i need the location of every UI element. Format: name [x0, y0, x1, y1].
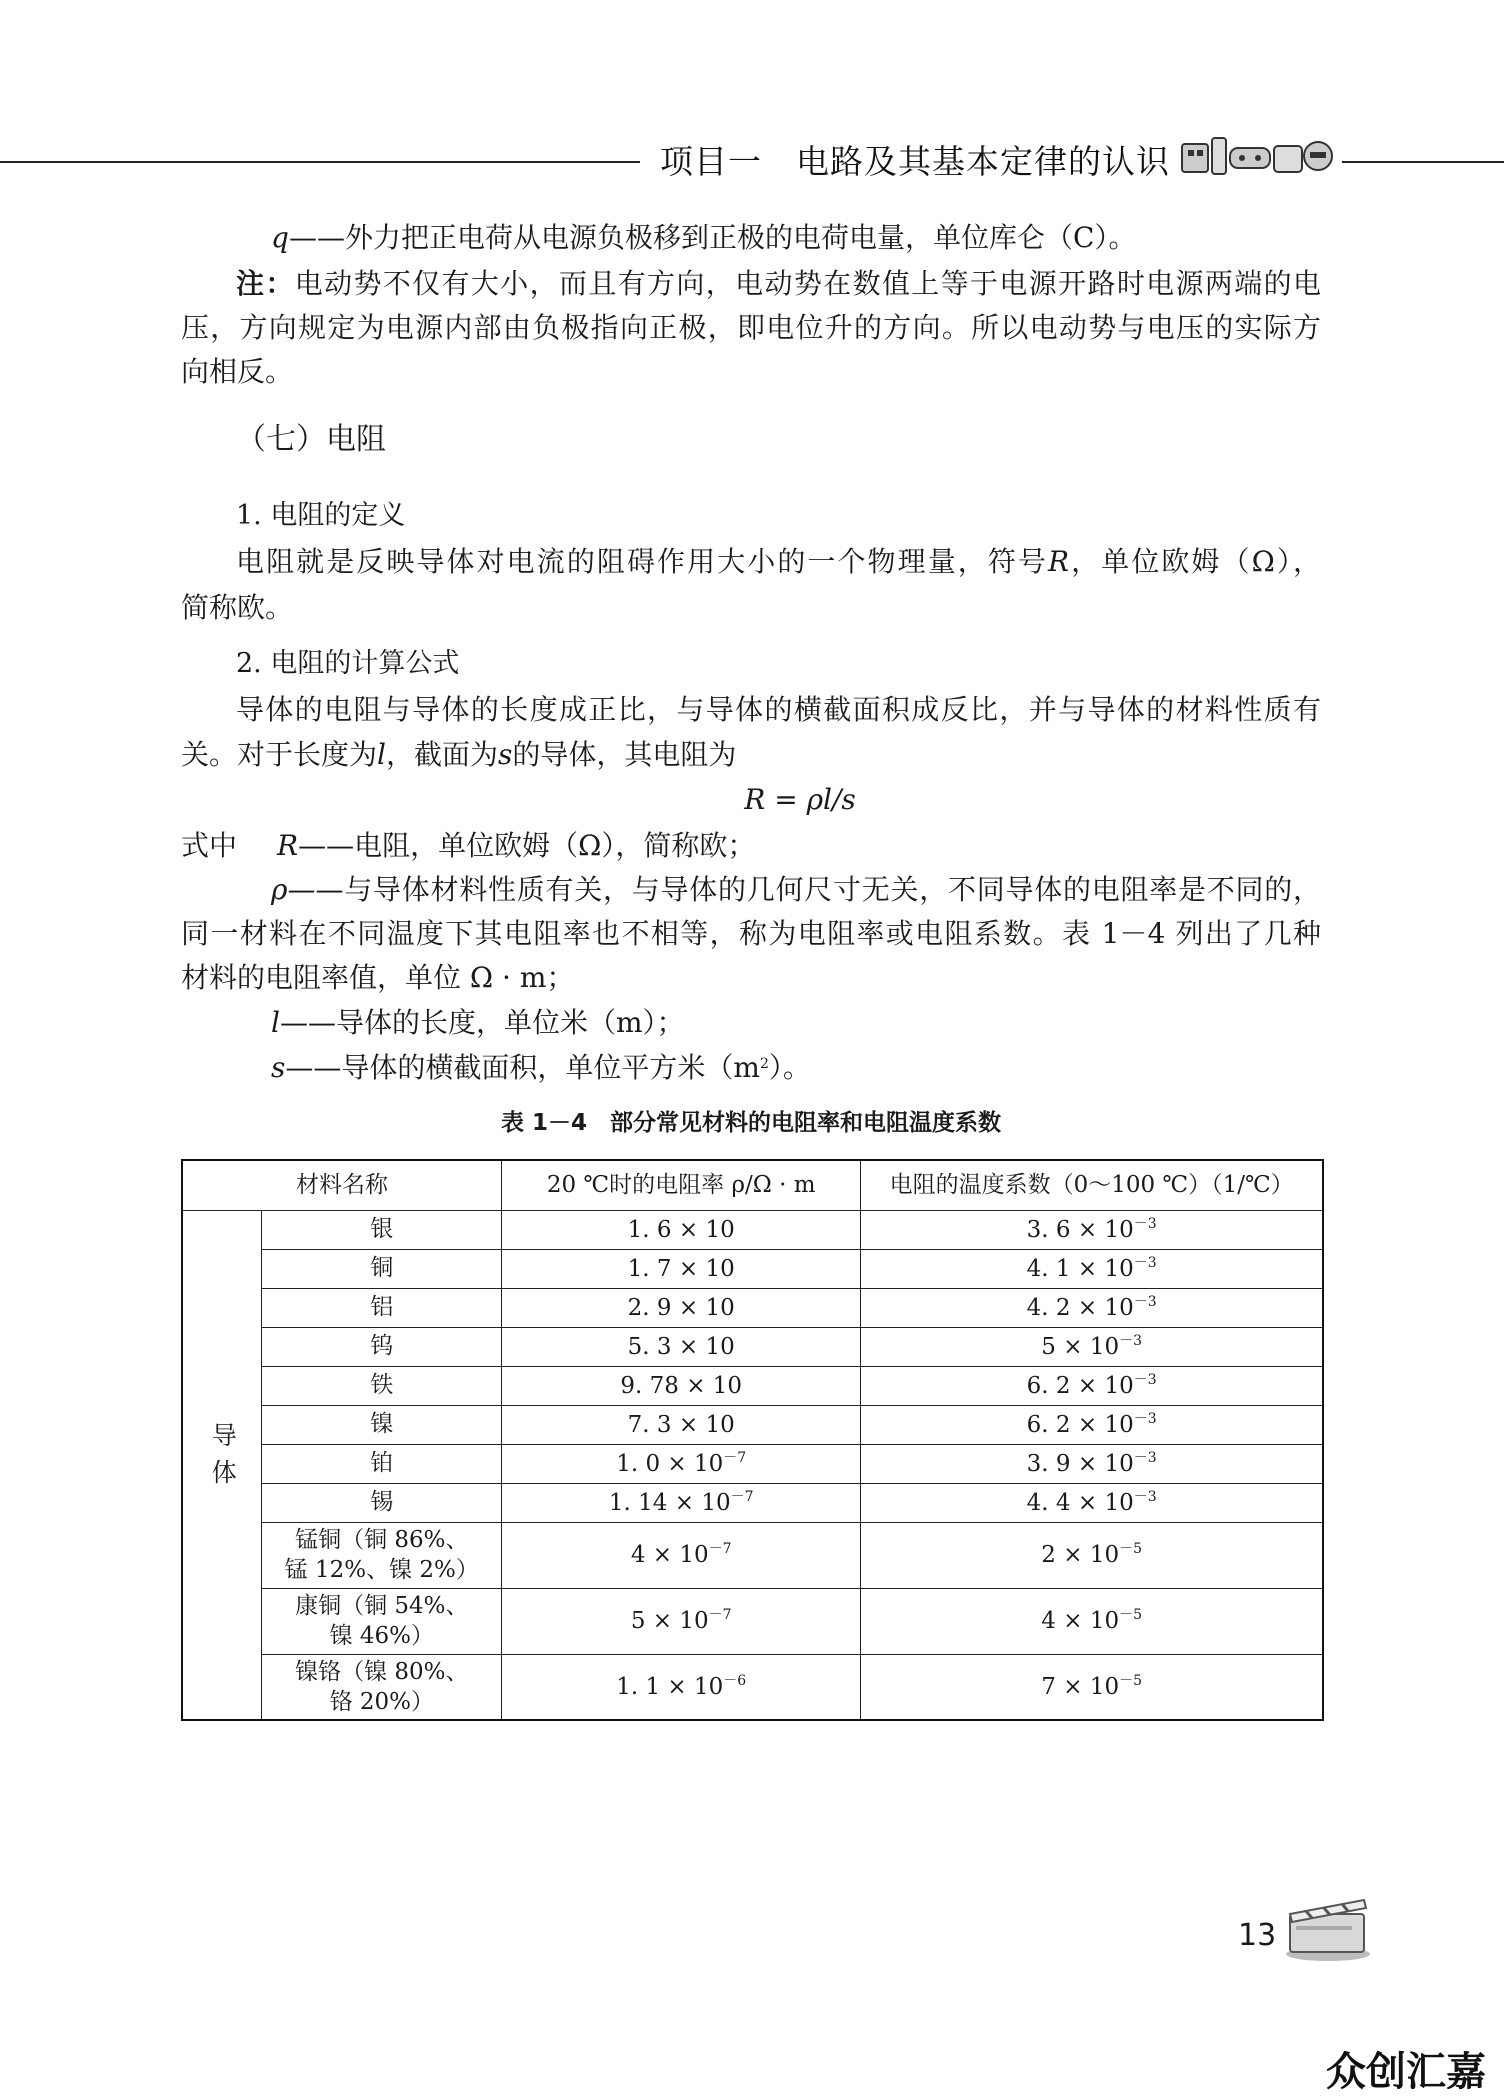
resistivity-cell	[502, 1327, 861, 1366]
temp-coef-exponent: －3	[1133, 1488, 1157, 1505]
temp-coef-exponent: －3	[1133, 1449, 1157, 1466]
q-definition	[271, 216, 1411, 260]
category-label: 导体	[208, 1421, 238, 1496]
s-def-superscript: 2	[759, 1056, 769, 1072]
resistivity-cell	[502, 1210, 861, 1249]
temp-coef-exponent: －5	[1119, 1607, 1143, 1623]
calc-text-a: 关。对于长度为	[181, 738, 378, 771]
resistivity-value: 5 × 10	[630, 1608, 709, 1634]
s-def-text-b: ）。	[768, 1051, 811, 1084]
temp-coef-exponent: －3	[1133, 1215, 1157, 1232]
l-def-text: ——导体的长度，单位米（m）；	[279, 1006, 685, 1039]
r-symbol: R	[1048, 545, 1070, 578]
table-row	[182, 1366, 1323, 1405]
temp-coef-exponent: －3	[1133, 1254, 1157, 1271]
material-name-cell	[262, 1483, 502, 1522]
resistivity-value: 4 × 10	[630, 1542, 709, 1568]
material-name-cell	[262, 1522, 502, 1588]
resistivity-exponent: －7	[730, 1488, 754, 1505]
resistivity-table	[181, 1159, 1324, 1721]
resistivity-exponent: －6	[723, 1672, 747, 1689]
l-def-symbol: l	[271, 1006, 280, 1039]
note-line-1	[236, 262, 1321, 306]
material-name-cell	[262, 1249, 502, 1288]
chapter-title: 项目一 电路及其基本定律的认识	[660, 142, 1170, 181]
material-name-cell	[262, 1366, 502, 1405]
temp-coef-cell	[861, 1405, 1323, 1444]
rho-line-2: 同一材料在不同温度下其电阻率也不相等，称为电阻率或电阻系数。表 1－4 列出了几种	[181, 917, 1321, 950]
resistivity-value: 1. 7 × 10	[627, 1255, 735, 1282]
calc-text-c: 的导体，其电阻为	[512, 738, 737, 771]
material-name-cell	[262, 1288, 502, 1327]
note-line-2: 压，方向规定为电源内部由负极指向正极，即电位升的方向。所以电动势与电压的实际方	[181, 311, 1321, 344]
rho-line-1-text: ——与导体材料性质有关，与导体的几何尺寸无关，不同导体的电阻率是不同的，	[287, 873, 1321, 906]
section-title: （七）电阻	[236, 422, 386, 457]
material-name-cell	[262, 1327, 502, 1366]
s-def-symbol: s	[271, 1051, 286, 1084]
temp-coef-value: 2 × 10	[1041, 1542, 1120, 1568]
category-cell	[182, 1210, 262, 1720]
watermark-logo: 众创汇嘉	[1326, 2049, 1486, 2095]
definition-text-a: 电阻就是反映导体对电流的阻碍作用大小的一个物理量，符号	[236, 545, 1049, 578]
header-rule-left	[0, 161, 640, 163]
temp-coef-value: 6. 2 × 10	[1026, 1372, 1134, 1399]
header-resistivity: 20 ℃时的电阻率 ρ/Ω · m	[502, 1160, 861, 1210]
material-name: 铝	[370, 1294, 394, 1320]
material-name-cell	[262, 1654, 502, 1720]
material-name: 康铜（铜 54%、	[295, 1593, 469, 1619]
temp-coef-exponent: －3	[1119, 1332, 1143, 1349]
where-label: 式中	[181, 829, 238, 862]
resistivity-cell	[502, 1444, 861, 1483]
resistance-formula: R = ρl/s	[744, 783, 856, 816]
table-row	[182, 1588, 1323, 1654]
temp-coef-cell	[861, 1210, 1323, 1249]
resistivity-value: 1. 14 × 10	[608, 1489, 731, 1516]
robots-decoration-icon	[1180, 134, 1336, 178]
resistivity-value: 9. 78 × 10	[620, 1372, 743, 1399]
resistivity-cell	[502, 1288, 861, 1327]
calc-line-1: 导体的电阻与导体的长度成正比，与导体的横截面积成反比，并与导体的材料性质有	[236, 693, 1321, 726]
note-line-3: 向相反。	[181, 355, 294, 388]
resistivity-value: 1. 0 × 10	[616, 1450, 724, 1477]
temp-coef-exponent: －5	[1119, 1672, 1143, 1689]
temp-coef-value: 4. 1 × 10	[1026, 1255, 1134, 1282]
material-name: 铂	[370, 1450, 394, 1476]
page-number: 13	[1238, 1918, 1277, 1953]
table-row	[182, 1327, 1323, 1366]
temp-coef-cell	[861, 1483, 1323, 1522]
resistivity-value: 1. 6 × 10	[627, 1216, 735, 1243]
table-row	[182, 1249, 1323, 1288]
material-name: 锡	[370, 1489, 394, 1515]
temp-coef-value: 4. 4 × 10	[1026, 1489, 1134, 1516]
resistivity-cell	[502, 1249, 861, 1288]
temp-coef-value: 6. 2 × 10	[1026, 1411, 1134, 1438]
table-row	[182, 1210, 1323, 1249]
clapperboard-icon	[1282, 1890, 1372, 1962]
temp-coef-value: 4 × 10	[1041, 1608, 1120, 1634]
temp-coef-cell	[861, 1249, 1323, 1288]
temp-coef-cell	[861, 1588, 1323, 1654]
subsection-title-1: 1. 电阻的定义	[236, 500, 406, 531]
resistivity-exponent: －7	[708, 1607, 732, 1623]
material-name-line-2: 铬 20%）	[329, 1688, 434, 1715]
rho-line-3: 材料的电阻率值，单位 Ω · m；	[181, 961, 575, 994]
where-r-text: ——电阻，单位欧姆（Ω），简称欧；	[298, 829, 756, 862]
s-symbol: s	[498, 738, 513, 771]
definition-text-b: ，单位欧姆（Ω），	[1069, 545, 1321, 578]
resistivity-value: 2. 9 × 10	[627, 1294, 735, 1321]
resistivity-value: 5. 3 × 10	[627, 1333, 735, 1360]
material-name-cell	[262, 1444, 502, 1483]
material-name: 锰铜（铜 86%、	[295, 1527, 469, 1553]
resistivity-cell	[502, 1654, 861, 1720]
material-name: 镍铬（镍 80%、	[295, 1658, 469, 1685]
temp-coef-exponent: －5	[1119, 1541, 1143, 1557]
material-name-cell	[262, 1405, 502, 1444]
material-name-line-2: 镍 46%）	[329, 1623, 434, 1649]
table-row	[182, 1405, 1323, 1444]
temp-coef-exponent: －3	[1133, 1293, 1157, 1310]
header-temp-coef: 电阻的温度系数（0～100 ℃）（1/℃）	[861, 1160, 1323, 1210]
table-header-row	[182, 1160, 1323, 1210]
table-row	[182, 1654, 1323, 1720]
resistivity-cell	[502, 1522, 861, 1588]
where-r-line	[181, 824, 1321, 868]
resistivity-value: 7. 3 × 10	[627, 1411, 735, 1438]
temp-coef-value: 5 × 10	[1041, 1333, 1120, 1360]
temp-coef-value: 4. 2 × 10	[1026, 1294, 1134, 1321]
material-name: 银	[370, 1216, 394, 1242]
table-row	[182, 1288, 1323, 1327]
material-name: 镍	[370, 1411, 394, 1437]
note-label: 注：	[236, 267, 295, 300]
header-material: 材料名称	[182, 1160, 502, 1210]
q-definition-text: ——外力把正电荷从电源负极移到正极的电荷电量，单位库仑（C）。	[288, 221, 1137, 254]
temp-coef-value: 3. 9 × 10	[1026, 1450, 1134, 1477]
material-name: 铁	[370, 1372, 394, 1398]
resistivity-exponent: －7	[708, 1541, 732, 1557]
calc-line-2	[181, 733, 1321, 777]
subsection-title-2: 2. 电阻的计算公式	[236, 648, 460, 679]
header-rule-right	[1342, 161, 1504, 163]
resistivity-cell	[502, 1366, 861, 1405]
rho-line-1	[271, 868, 1321, 912]
temp-coef-exponent: －3	[1133, 1371, 1157, 1388]
material-name: 铜	[370, 1255, 394, 1281]
table-row	[182, 1522, 1323, 1588]
resistivity-cell	[502, 1588, 861, 1654]
temp-coef-value: 3. 6 × 10	[1026, 1216, 1134, 1243]
temp-coef-cell	[861, 1522, 1323, 1588]
material-name-line-2: 锰 12%、镍 2%）	[284, 1557, 479, 1583]
temp-coef-exponent: －3	[1133, 1410, 1157, 1427]
material-name-cell	[262, 1210, 502, 1249]
s-def-text-a: ——导体的横截面积，单位平方米（m	[285, 1051, 760, 1084]
l-definition	[271, 1001, 1411, 1045]
q-symbol: q	[271, 221, 289, 254]
resistivity-value: 1. 1 × 10	[616, 1673, 724, 1700]
resistivity-cell	[502, 1405, 861, 1444]
table-row	[182, 1483, 1323, 1522]
table-caption: 表 1－4 部分常见材料的电阻率和电阻温度系数	[500, 1110, 1001, 1136]
l-symbol: l	[377, 738, 386, 771]
temp-coef-cell	[861, 1327, 1323, 1366]
material-name-cell	[262, 1588, 502, 1654]
rho-symbol: ρ	[271, 873, 288, 906]
temp-coef-cell	[861, 1288, 1323, 1327]
temp-coef-cell	[861, 1444, 1323, 1483]
note-line-1-text: 电动势不仅有大小，而且有方向，电动势在数值上等于电源开路时电源两端的电	[294, 267, 1321, 300]
temp-coef-value: 7 × 10	[1041, 1673, 1120, 1700]
temp-coef-cell	[861, 1366, 1323, 1405]
calc-text-b: ，截面为	[385, 738, 498, 771]
table-row	[182, 1444, 1323, 1483]
material-name: 钨	[370, 1333, 394, 1359]
where-r-symbol: R	[277, 829, 299, 862]
definition-line-2: 简称欧。	[181, 591, 294, 624]
temp-coef-cell	[861, 1654, 1323, 1720]
definition-line-1	[236, 540, 1321, 584]
resistivity-exponent: －7	[723, 1449, 747, 1466]
s-definition	[271, 1046, 1411, 1090]
resistivity-cell	[502, 1483, 861, 1522]
